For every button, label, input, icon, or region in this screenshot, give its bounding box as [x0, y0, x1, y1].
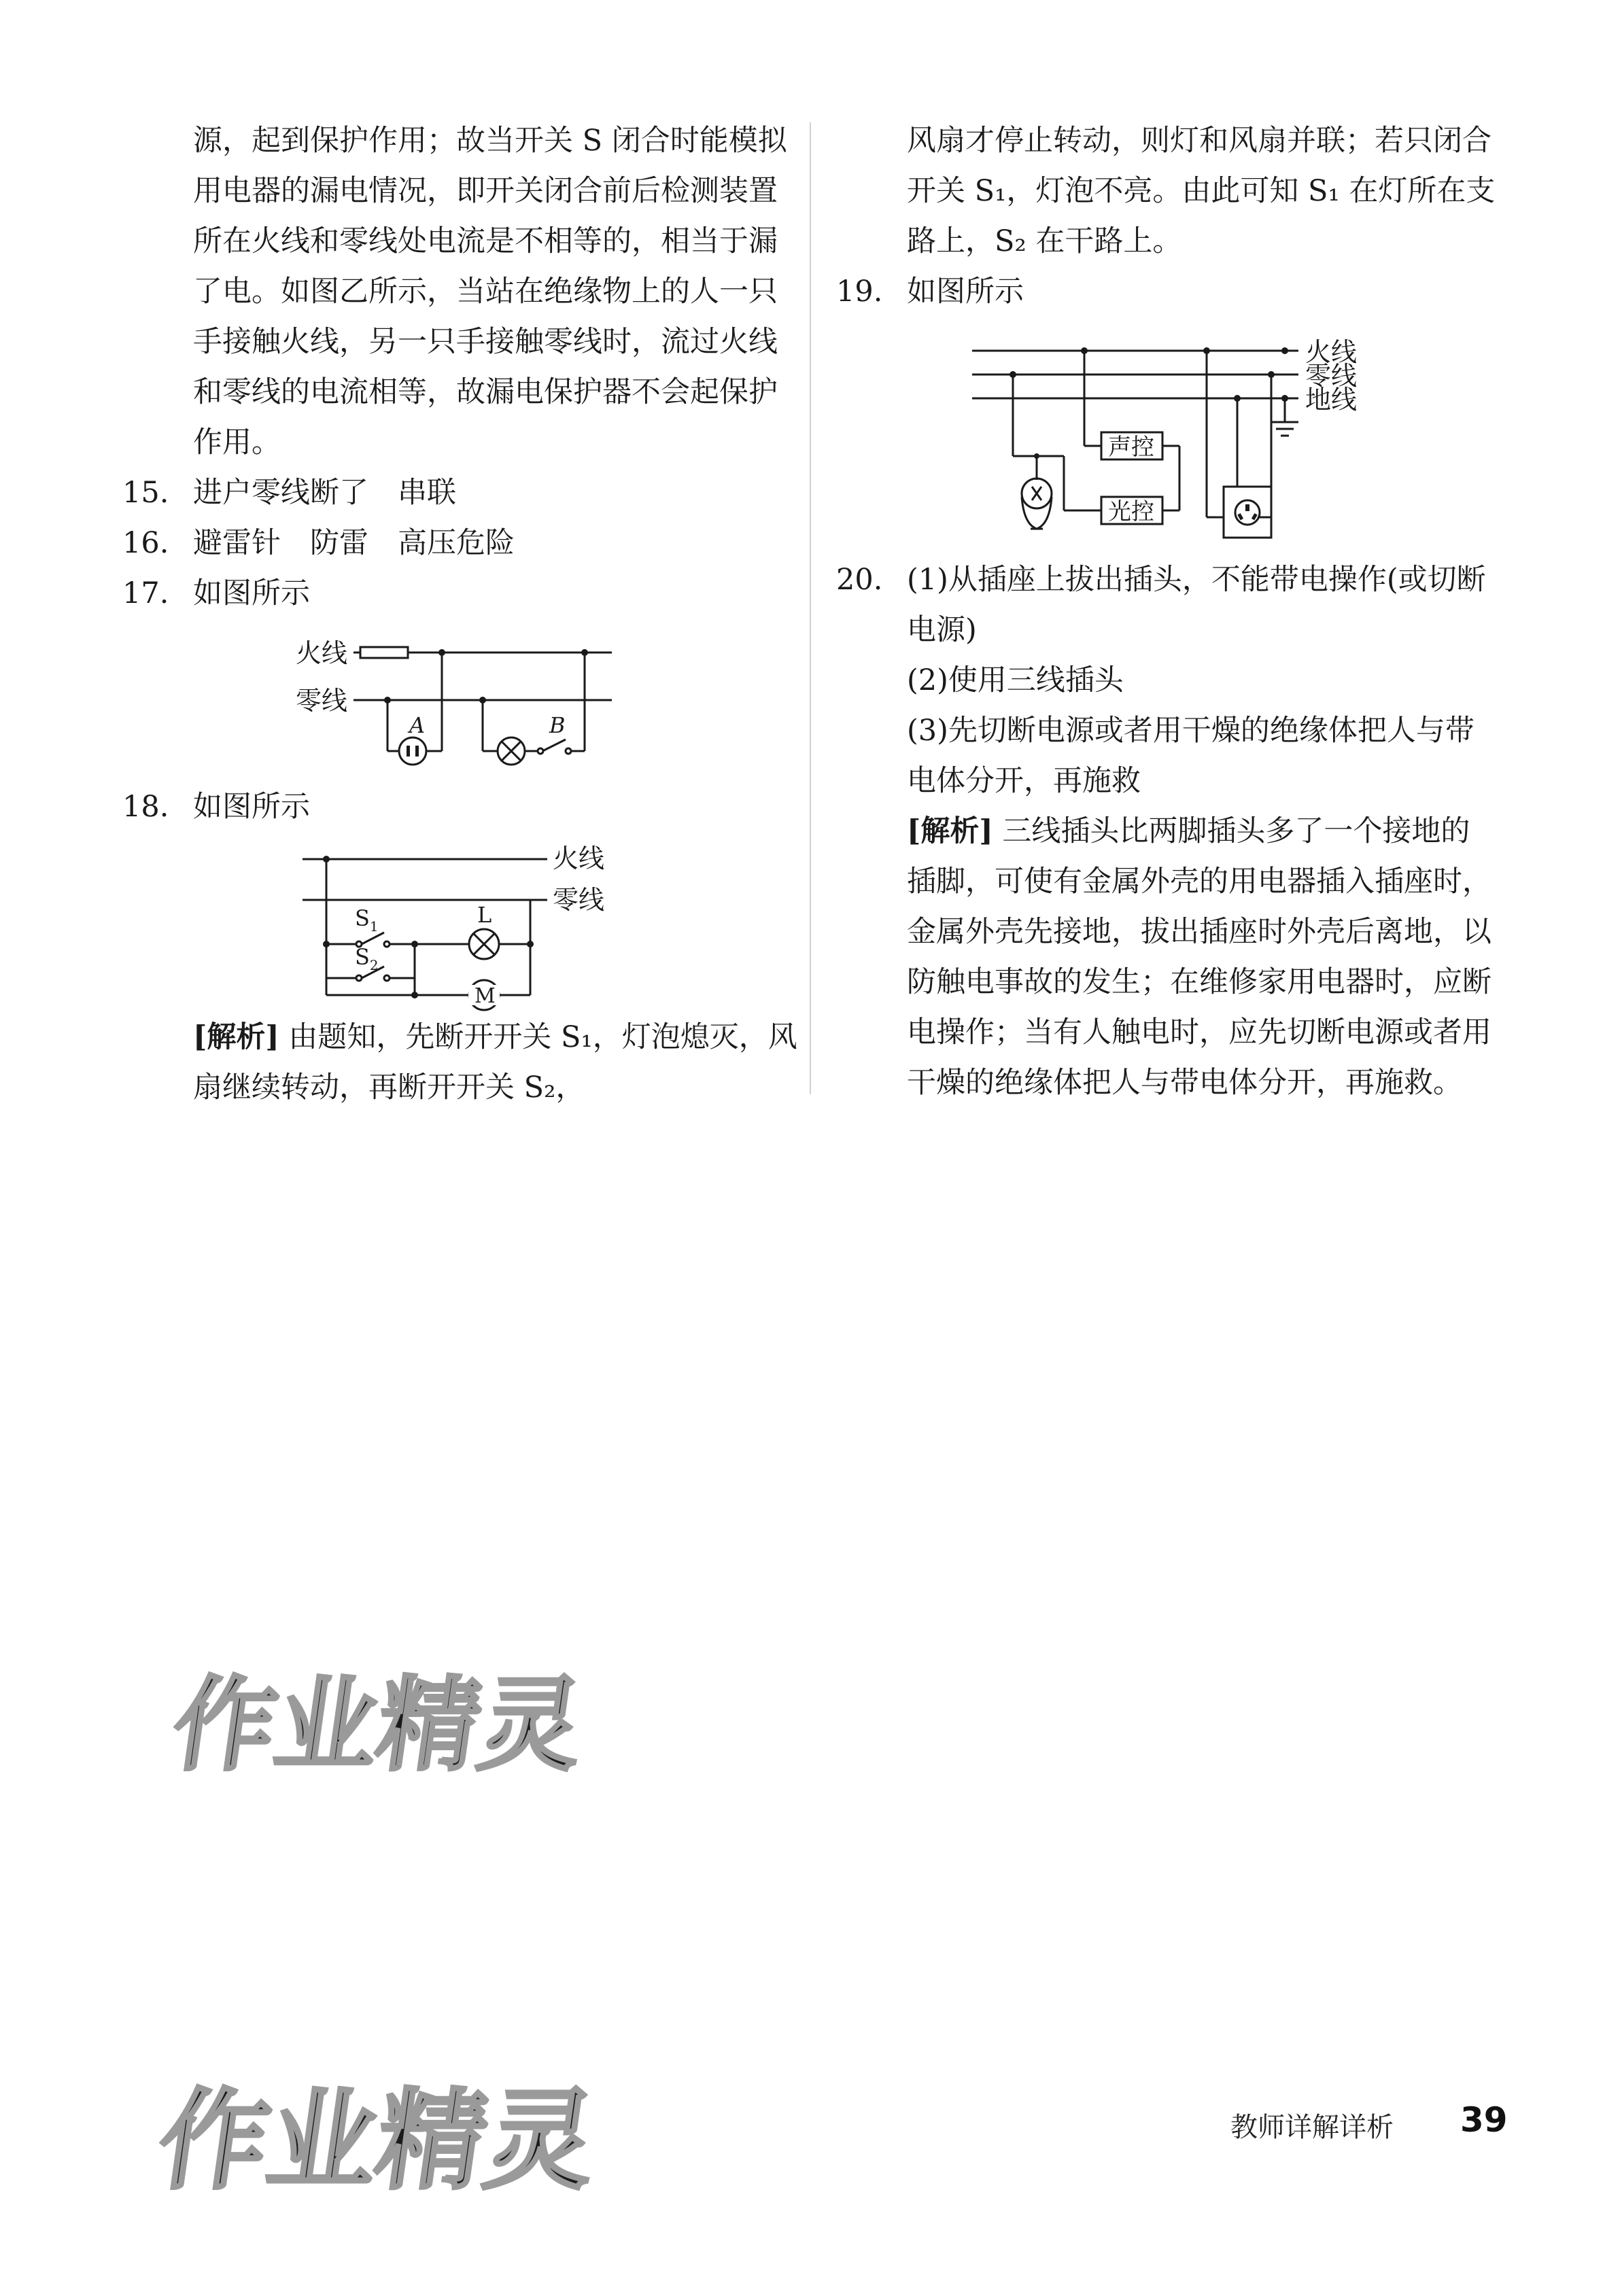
footer-label: 教师详解详析 — [1230, 2112, 1394, 2143]
answer-line: (3)先切断电源或者用干燥的绝缘体把人与带 — [907, 714, 1474, 748]
lamp-label: L — [477, 902, 492, 928]
para-line: 源，起到保护作用；故当开关 S 闭合时能模拟 — [193, 124, 787, 158]
neutral-wire-label: 零线 — [296, 686, 348, 716]
analysis-18-line — [122, 1012, 797, 1062]
para-line: 了电。如图乙所示，当站在绝缘物上的人一只 — [193, 275, 778, 309]
para-line: 手接触火线，另一只手接触零线时，流过火线 — [193, 325, 778, 359]
analysis-tag: [解析] — [907, 814, 993, 848]
answer-text: 如图所示 — [193, 576, 310, 610]
live-wire-label: 火线 — [296, 638, 348, 668]
question-20 — [836, 555, 1506, 605]
question-number: 18. — [122, 790, 169, 824]
cont-line: 开关 S₁，灯泡不亮。由此可知 S₁ 在灯所在支 — [907, 174, 1496, 208]
left-column — [122, 116, 797, 1113]
answer-line: 电体分开，再施救 — [907, 764, 1141, 798]
motor-label: M — [474, 984, 496, 1008]
answer-text: 进户零线断了 串联 — [193, 476, 456, 510]
page-number: 39 — [1460, 2100, 1508, 2140]
neutral-wire-label: 零线 — [553, 885, 605, 915]
analysis-20-line: 电操作；当有人触电时，应先切断电源或者用 — [907, 1015, 1491, 1049]
switch-label: B — [549, 712, 566, 738]
watermark-logo — [151, 2070, 604, 2212]
question-18 — [122, 782, 785, 832]
analysis-18-line: 扇继续转动，再断开开关 S₂， — [193, 1071, 585, 1104]
answer-text: 避雷针 防雷 高压危险 — [193, 526, 515, 560]
right-column — [836, 116, 1506, 1108]
figure-18-circuit — [122, 832, 785, 1012]
ground-wire-label: 地线 — [1305, 385, 1358, 415]
question-number: 19. — [836, 275, 883, 309]
analysis-text: 由题知，先断开开关 S₁，灯泡熄灭，风 — [288, 1020, 797, 1054]
para-line: 和零线的电流相等，故漏电保护器不会起保护 — [193, 375, 778, 409]
switch-s1-label: $S_1$ — [355, 905, 379, 935]
figure-17-circuit — [122, 619, 785, 782]
question-number: 17. — [122, 576, 169, 610]
analysis-20-line — [836, 806, 1506, 856]
para-line: 用电器的漏电情况，即开关闭合前后检测装置 — [193, 174, 778, 208]
column-divider — [810, 122, 811, 1094]
switch-s2-label: $S_2$ — [355, 944, 379, 973]
analysis-20-line: 防触电事故的发生；在维修家用电器时，应断 — [907, 965, 1491, 999]
svg-text:作业精灵: 作业精灵 — [151, 2076, 604, 2204]
live-wire-label: 火线 — [553, 843, 605, 873]
neutral-wire-label: 零线 — [1305, 361, 1358, 391]
light-switch-label: 光控 — [1108, 498, 1154, 525]
analysis-20-line: 干燥的绝缘体把人与带电体分开，再施救。 — [907, 1066, 1462, 1100]
answer-line: 电源) — [907, 613, 977, 647]
question-number: 15. — [122, 476, 169, 510]
live-wire-label: 火线 — [1305, 337, 1358, 367]
para-line: 所在火线和零线处电流是不相等的，相当于漏 — [193, 224, 778, 258]
cont-line: 路上，S₂ 在干路上。 — [907, 224, 1182, 258]
cont-line: 风扇才停止转动，则灯和风扇并联；若只闭合 — [907, 124, 1491, 158]
watermark-logo — [165, 1658, 591, 1794]
analysis-20-line: 金属外壳先接地，拔出插座时外壳后离地，以 — [907, 915, 1491, 949]
analysis-tag: [解析] — [193, 1020, 279, 1054]
sound-switch-label: 声控 — [1108, 434, 1154, 461]
question-15 — [122, 468, 785, 518]
answer-line: (2)使用三线插头 — [907, 663, 1124, 697]
svg-text:作业精灵: 作业精灵 — [165, 1664, 591, 1785]
answer-text: (1)从插座上拔出插头，不能带电操作(或切断 — [907, 563, 1486, 597]
para-line: 作用。 — [193, 425, 281, 459]
analysis-text: 三线插头比两脚插头多了一个接地的 — [1002, 814, 1470, 848]
socket-label: A — [409, 712, 426, 738]
analysis-20-line: 插脚，可使有金属外壳的用电器插入插座时， — [907, 865, 1491, 899]
question-17 — [122, 568, 785, 619]
answer-text: 如图所示 — [193, 790, 310, 824]
answer-text: 如图所示 — [907, 275, 1024, 309]
question-16 — [122, 518, 785, 568]
question-number: 20. — [836, 563, 883, 597]
question-19 — [836, 266, 1506, 317]
question-number: 16. — [122, 526, 169, 560]
figure-19-circuit — [836, 317, 1506, 555]
